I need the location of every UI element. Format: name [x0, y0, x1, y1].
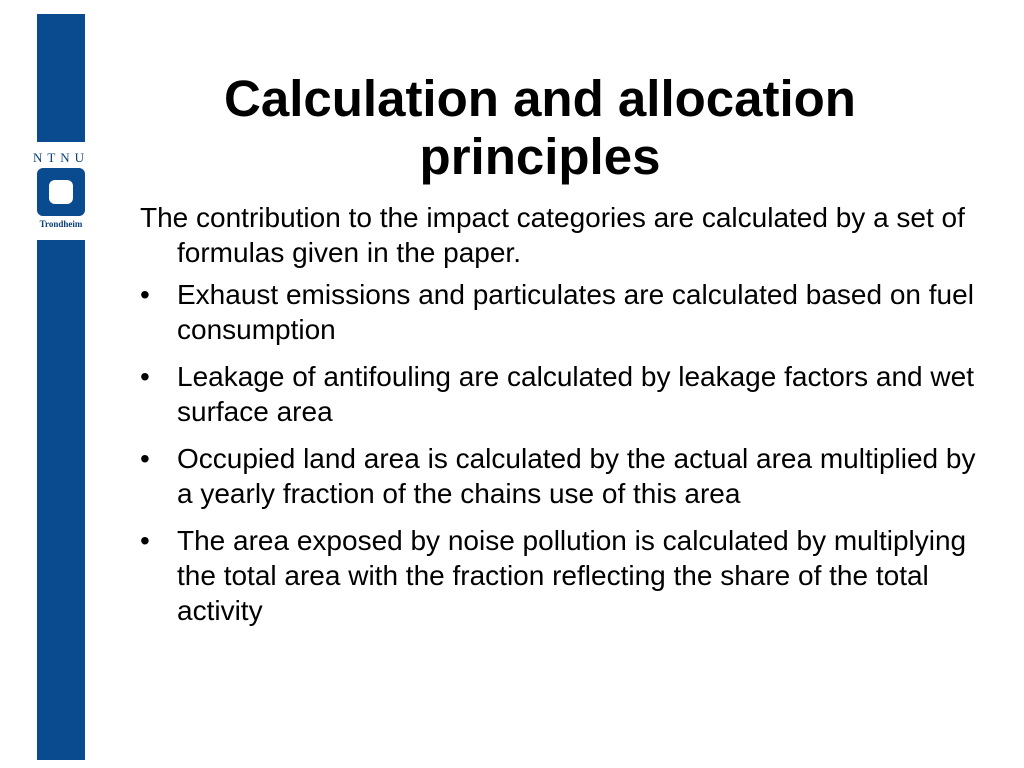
bullet-icon: • [140, 525, 150, 556]
slide-body [140, 200, 980, 640]
list-item [140, 277, 980, 347]
bullet-text: Occupied land area is calculated by the actual area multiplied by a yearly fraction of the chains use of this area [177, 443, 976, 509]
bullet-text: The area exposed by noise pollution is calculated by multiplying the total area with the fraction reflecting the share of the total activity [177, 525, 967, 626]
bullet-icon: • [140, 279, 150, 310]
bullet-text: Leakage of antifouling are calculated by leakage factors and wet surface area [177, 361, 974, 427]
ntnu-logo [30, 150, 92, 234]
list-item [140, 441, 980, 511]
bullet-text: Exhaust emissions and particulates are calculated based on fuel consumption [177, 279, 974, 345]
intro-text: The contribution to the impact categories are calculated by a set of formulas given in the paper. [140, 202, 965, 268]
bullet-icon: • [140, 361, 150, 392]
bullet-list [140, 277, 980, 628]
side-bar-bottom [37, 240, 85, 760]
slide-title: Calculation and allocation principles [224, 70, 856, 185]
logo-letters: NTNU [32, 150, 90, 165]
logo-subtitle: Trondheim [39, 219, 83, 229]
ntnu-logo-icon [37, 168, 85, 216]
list-item [140, 523, 980, 628]
side-bar-top [37, 14, 85, 142]
bullet-icon: • [140, 443, 150, 474]
list-item [140, 359, 980, 429]
